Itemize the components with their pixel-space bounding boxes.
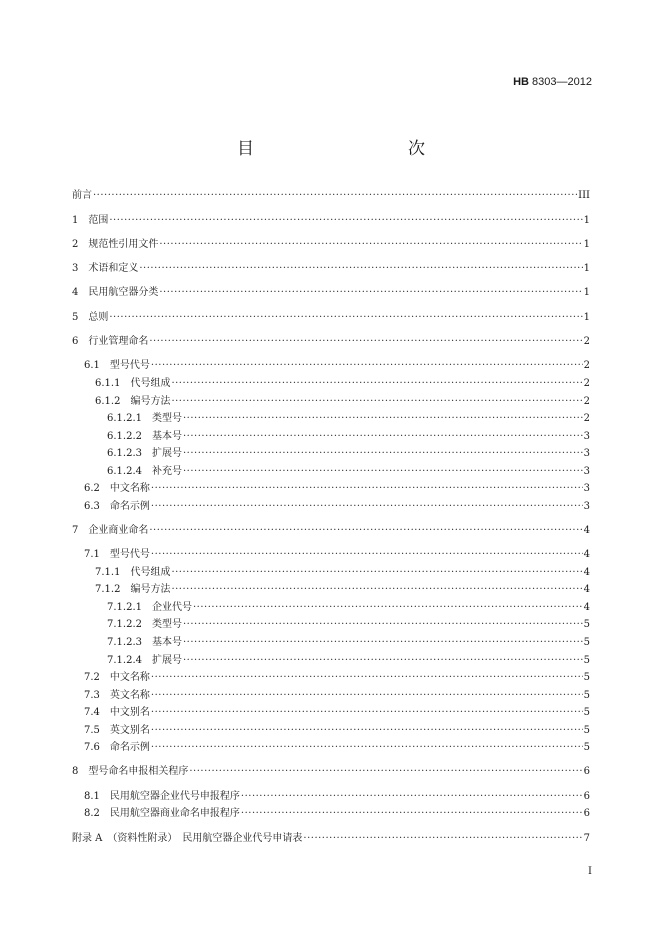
toc-dot-leader bbox=[171, 583, 582, 597]
toc-entry-label: 6.1.2.3 扩展号 bbox=[107, 448, 182, 459]
toc-entry-page: 3 bbox=[583, 483, 590, 494]
toc-entry-page: 2 bbox=[583, 378, 590, 389]
toc-entry-label: 7.1.1 代号组成 bbox=[95, 567, 171, 578]
toc-entry-page: 1 bbox=[583, 312, 590, 323]
toc-entry-page: 1 bbox=[583, 239, 590, 250]
toc-entry-label: 6.1.2.4 补充号 bbox=[107, 466, 182, 477]
toc-entry-page: 1 bbox=[583, 287, 590, 298]
toc-entry-page: 3 bbox=[583, 466, 590, 477]
toc-dot-leader bbox=[183, 636, 583, 650]
toc-entry-label: 6.3 命名示例 bbox=[84, 501, 150, 512]
toc-entry-label: 6.2 中文名称 bbox=[84, 483, 150, 494]
toc-dot-leader bbox=[109, 214, 582, 228]
toc-entry[interactable] bbox=[84, 359, 590, 373]
toc-entry-page: 5 bbox=[583, 707, 590, 718]
toc-entry-label: 7.2 中文名称 bbox=[84, 672, 150, 683]
toc-entry-page: 6 bbox=[583, 766, 590, 777]
toc-dot-leader bbox=[189, 765, 582, 779]
standard-prefix: HB bbox=[513, 76, 529, 88]
toc-entry[interactable] bbox=[95, 395, 590, 409]
toc-entry-page: 5 bbox=[583, 725, 590, 736]
toc-entry-label: 4 民用航空器分类 bbox=[72, 287, 159, 298]
toc-dot-leader bbox=[159, 238, 582, 252]
toc-entry[interactable] bbox=[84, 807, 590, 821]
toc-entry-page: 3 bbox=[583, 431, 590, 442]
toc-entry-label: 5 总则 bbox=[72, 312, 109, 323]
toc-entry[interactable] bbox=[72, 262, 590, 276]
toc-entry[interactable] bbox=[72, 189, 590, 203]
toc-entry-label: 6.1.2 编号方法 bbox=[95, 396, 171, 407]
toc-entry-page: III bbox=[578, 190, 590, 201]
toc-entry-label: 6.1.1 代号组成 bbox=[95, 378, 171, 389]
toc-entry[interactable] bbox=[84, 500, 590, 514]
page-number: I bbox=[588, 866, 592, 877]
toc-dot-leader bbox=[151, 482, 583, 496]
page-title: 目 次 bbox=[237, 139, 465, 159]
toc-dot-leader bbox=[241, 807, 583, 821]
toc-entry-label: 8.1 民用航空器企业代号申报程序 bbox=[84, 791, 240, 802]
toc-dot-leader bbox=[171, 566, 582, 580]
toc-entry-page: 2 bbox=[583, 413, 590, 424]
toc-entry[interactable] bbox=[95, 566, 590, 580]
toc-entry[interactable] bbox=[84, 741, 590, 755]
toc-entry-label: 7.6 命名示例 bbox=[84, 742, 150, 753]
toc-dot-leader bbox=[151, 706, 583, 720]
toc-entry[interactable] bbox=[107, 636, 590, 650]
toc-entry[interactable] bbox=[84, 790, 590, 804]
toc-entry-page: 6 bbox=[583, 808, 590, 819]
toc-entry[interactable] bbox=[107, 412, 590, 426]
toc-entry-label: 7.1.2 编号方法 bbox=[95, 584, 171, 595]
toc-entry-label: 7.1.2.4 扩展号 bbox=[107, 655, 182, 666]
toc-entry-page: 5 bbox=[583, 637, 590, 648]
toc-entry[interactable] bbox=[84, 689, 590, 703]
toc-entry-label: 6.1 型号代号 bbox=[84, 360, 150, 371]
toc-entry[interactable] bbox=[107, 430, 590, 444]
toc-entry-page: 1 bbox=[583, 215, 590, 226]
toc-entry-label: 7 企业商业命名 bbox=[72, 525, 149, 536]
toc-entry-label: 6.1.2.1 类型号 bbox=[107, 413, 182, 424]
toc-dot-leader bbox=[149, 335, 582, 349]
toc-entry[interactable] bbox=[107, 601, 590, 615]
toc-dot-leader bbox=[183, 430, 583, 444]
toc-entry-label: 2 规范性引用文件 bbox=[72, 239, 159, 250]
toc-entry-label: 6 行业管理命名 bbox=[72, 336, 149, 347]
toc-entry-page: 4 bbox=[583, 584, 590, 595]
toc-entry[interactable] bbox=[107, 465, 590, 479]
toc-entry-page: 6 bbox=[583, 791, 590, 802]
toc-dot-leader bbox=[183, 654, 583, 668]
toc-dot-leader bbox=[151, 724, 583, 738]
toc-dot-leader bbox=[151, 548, 583, 562]
toc-dot-leader bbox=[183, 447, 583, 461]
toc-entry[interactable] bbox=[84, 548, 590, 562]
toc-dot-leader bbox=[183, 465, 583, 479]
toc-dot-leader bbox=[109, 311, 582, 325]
toc-entry[interactable] bbox=[95, 583, 590, 597]
toc-dot-leader bbox=[193, 601, 583, 615]
toc-dot-leader bbox=[303, 832, 582, 846]
toc-entry-label: 7.1 型号代号 bbox=[84, 549, 150, 560]
toc-entry[interactable] bbox=[84, 671, 590, 685]
toc-entry-label: 附录 A （资料性附录） 民用航空器企业代号申请表 bbox=[72, 833, 303, 844]
toc-entry-page: 4 bbox=[583, 602, 590, 613]
toc-entry-page: 3 bbox=[583, 501, 590, 512]
toc-dot-leader bbox=[139, 262, 582, 276]
toc-dot-leader bbox=[151, 359, 583, 373]
toc-dot-leader bbox=[171, 377, 582, 391]
standard-number: 8303—2012 bbox=[532, 76, 592, 88]
toc-entry[interactable] bbox=[84, 482, 590, 496]
toc-entry[interactable] bbox=[84, 724, 590, 738]
toc-entry[interactable] bbox=[107, 618, 590, 632]
toc-entry[interactable] bbox=[72, 832, 590, 846]
toc-entry-label: 3 术语和定义 bbox=[72, 263, 139, 274]
toc-entry[interactable] bbox=[107, 654, 590, 668]
toc-entry-page: 5 bbox=[583, 655, 590, 666]
toc-entry-page: 7 bbox=[583, 833, 590, 844]
toc-entry-label: 前言 bbox=[72, 190, 92, 201]
toc-dot-leader bbox=[241, 790, 583, 804]
toc-dot-leader bbox=[151, 741, 583, 755]
toc-entry[interactable] bbox=[72, 311, 590, 325]
toc-dot-leader bbox=[149, 524, 582, 538]
toc-entry-label: 7.5 英文别名 bbox=[84, 725, 150, 736]
toc-entry[interactable] bbox=[72, 765, 590, 779]
toc-entry[interactable] bbox=[72, 524, 590, 538]
toc-entry-label: 7.3 英文名称 bbox=[84, 690, 150, 701]
toc-entry-page: 4 bbox=[583, 567, 590, 578]
toc-entry[interactable] bbox=[84, 706, 590, 720]
toc-entry-label: 8 型号命名申报相关程序 bbox=[72, 766, 189, 777]
toc-dot-leader bbox=[171, 395, 582, 409]
toc-entry-page: 5 bbox=[583, 742, 590, 753]
toc-dot-leader bbox=[183, 618, 583, 632]
toc-entry-page: 1 bbox=[583, 263, 590, 274]
toc-entry-label: 7.1.2.1 企业代号 bbox=[107, 602, 192, 613]
toc-entry-page: 5 bbox=[583, 619, 590, 630]
toc-dot-leader bbox=[93, 189, 577, 203]
toc-dot-leader bbox=[159, 286, 582, 300]
toc-entry-page: 2 bbox=[583, 336, 590, 347]
toc-entry[interactable] bbox=[95, 377, 590, 391]
toc-entry-label: 1 范围 bbox=[72, 215, 109, 226]
toc-entry-label: 6.1.2.2 基本号 bbox=[107, 431, 182, 442]
toc-entry-label: 7.1.2.3 基本号 bbox=[107, 637, 182, 648]
toc-entry-page: 2 bbox=[583, 360, 590, 371]
toc-dot-leader bbox=[151, 689, 583, 703]
toc-entry[interactable] bbox=[72, 214, 590, 228]
toc-entry-page: 4 bbox=[583, 549, 590, 560]
toc-dot-leader bbox=[183, 412, 583, 426]
toc-entry[interactable] bbox=[107, 447, 590, 461]
toc-entry-page: 5 bbox=[583, 672, 590, 683]
toc-entry-page: 4 bbox=[583, 525, 590, 536]
toc-dot-leader bbox=[151, 500, 583, 514]
toc-entry-label: 7.4 中文别名 bbox=[84, 707, 150, 718]
toc-entry-label: 8.2 民用航空器商业命名申报程序 bbox=[84, 808, 240, 819]
toc-entry-page: 3 bbox=[583, 448, 590, 459]
toc-entry-page: 5 bbox=[583, 690, 590, 701]
toc-entry-page: 2 bbox=[583, 396, 590, 407]
toc-entry[interactable] bbox=[72, 335, 590, 349]
toc-entry[interactable] bbox=[72, 286, 590, 300]
toc-entry-label: 7.1.2.2 类型号 bbox=[107, 619, 182, 630]
toc-entry[interactable] bbox=[72, 238, 590, 252]
toc-dot-leader bbox=[151, 671, 583, 685]
